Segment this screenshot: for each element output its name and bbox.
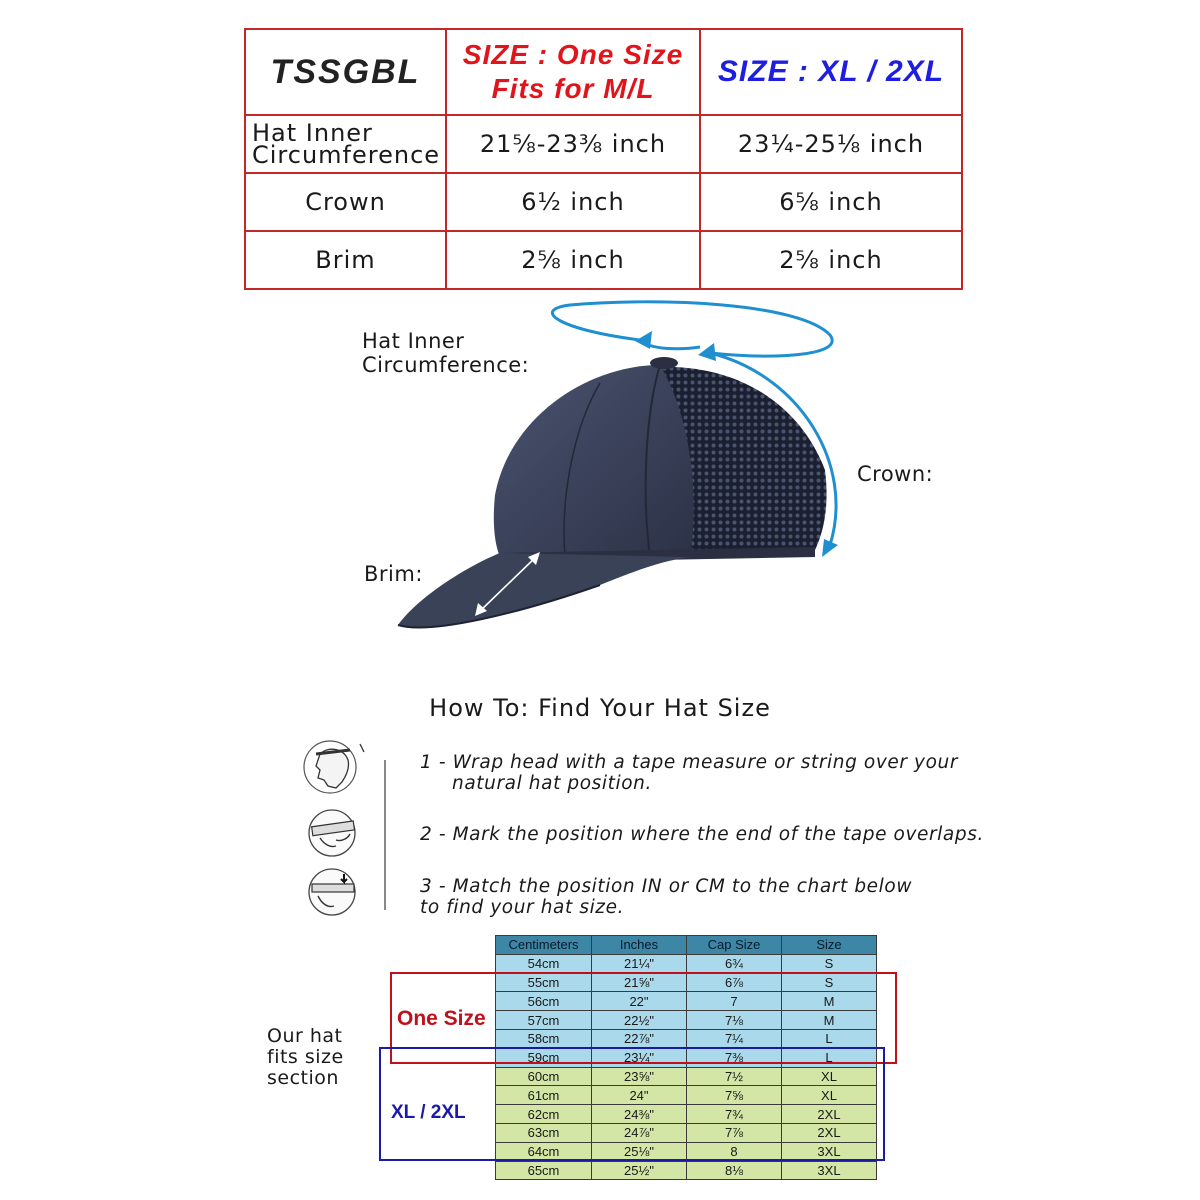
chart-header-inches: Inches — [592, 936, 687, 955]
size-table-row — [245, 115, 962, 173]
chart-cell-inches: 24⅜" — [592, 1105, 687, 1124]
size-table-row — [245, 231, 962, 289]
onesize-label: One Size — [397, 1007, 486, 1030]
chart-cell-size: L — [782, 1048, 877, 1067]
chart-cell-inches: 22" — [592, 992, 687, 1011]
xl-value: 23¼-25⅛ inch — [700, 115, 962, 173]
table-row — [496, 1086, 877, 1105]
chart-cell-inches: 21⅝" — [592, 973, 687, 992]
step-1 — [420, 752, 958, 794]
xl-header: SIZE : XL / 2XL — [717, 55, 945, 88]
chart-cell-capsize: 7⅝ — [687, 1086, 782, 1105]
brand-name: TSSGBL — [270, 52, 421, 91]
chart-cell-cm: 58cm — [496, 1029, 592, 1048]
table-row — [496, 1142, 877, 1161]
label-circumference-line2: Circumference: — [362, 353, 530, 377]
size-chart-table — [495, 935, 877, 1180]
size-chart-body — [496, 954, 877, 1180]
chart-header-capsize: Cap Size — [687, 936, 782, 955]
chart-cell-cm: 60cm — [496, 1067, 592, 1086]
label-circumference-line1: Hat Inner — [362, 329, 465, 353]
tape-mark-icon — [306, 866, 360, 918]
chart-cell-capsize: 6¾ — [687, 954, 782, 973]
xl-value: 2⅝ inch — [700, 231, 962, 289]
table-row — [496, 973, 877, 992]
step-1-line2: natural hat position. — [452, 773, 652, 794]
size-chart-header-row — [496, 936, 877, 955]
onesize-value: 6½ inch — [446, 173, 700, 231]
chart-cell-cm: 61cm — [496, 1086, 592, 1105]
chart-cell-cm: 63cm — [496, 1123, 592, 1142]
chart-cell-cm: 54cm — [496, 954, 592, 973]
chart-cell-size: S — [782, 954, 877, 973]
onesize-value: 21⅝-23⅜ inch — [446, 115, 700, 173]
chart-cell-inches: 24" — [592, 1086, 687, 1105]
side-note-line1: Our hat — [267, 1025, 343, 1047]
chart-cell-size: XL — [782, 1086, 877, 1105]
label-brim: Brim: — [364, 562, 423, 586]
table-row — [496, 992, 877, 1011]
table-row — [496, 1105, 877, 1124]
chart-cell-size: XL — [782, 1067, 877, 1086]
onesize-header-line2: Fits for M/L — [491, 73, 655, 104]
onesize-value: 2⅝ inch — [446, 231, 700, 289]
cap-brim — [398, 553, 690, 627]
chart-cell-capsize: 7⅛ — [687, 1011, 782, 1030]
chart-cell-capsize: 7⅞ — [687, 1123, 782, 1142]
chart-cell-inches: 24⅞" — [592, 1123, 687, 1142]
chart-cell-cm: 64cm — [496, 1142, 592, 1161]
table-row — [496, 1011, 877, 1030]
xl-value: 6⅝ inch — [700, 173, 962, 231]
chart-cell-size: L — [782, 1029, 877, 1048]
size-comparison-table — [244, 28, 963, 290]
howto-title: How To: Find Your Hat Size — [429, 694, 771, 722]
step-3 — [420, 876, 912, 918]
tape-wrap-icon — [306, 808, 360, 858]
chart-cell-inches: 25½" — [592, 1161, 687, 1180]
chart-cell-size: S — [782, 973, 877, 992]
step-divider — [384, 760, 386, 910]
chart-cell-capsize: 7¾ — [687, 1105, 782, 1124]
table-row — [496, 1161, 877, 1180]
chart-cell-cm: 59cm — [496, 1048, 592, 1067]
row-label-circumference — [245, 115, 446, 173]
head-tape-icon — [300, 736, 372, 798]
chart-cell-size: 3XL — [782, 1161, 877, 1180]
chart-cell-inches: 23¼" — [592, 1048, 687, 1067]
side-note-line3: section — [267, 1067, 339, 1089]
xl-header-cell — [700, 29, 962, 115]
chart-cell-size: M — [782, 1011, 877, 1030]
side-note-line2: fits size — [267, 1046, 344, 1068]
chart-cell-inches: 21¼" — [592, 954, 687, 973]
row-label-line2: Circumference — [252, 141, 441, 169]
chart-cell-inches: 22⅞" — [592, 1029, 687, 1048]
row-label-brim: Brim — [245, 231, 446, 289]
size-table-row — [245, 173, 962, 231]
size-table-header-row — [245, 29, 962, 115]
table-row — [496, 1029, 877, 1048]
chart-cell-capsize: 7 — [687, 992, 782, 1011]
cap-diagram — [360, 295, 900, 665]
chart-cell-capsize: 7¼ — [687, 1029, 782, 1048]
chart-cell-cm: 62cm — [496, 1105, 592, 1124]
chart-cell-cm: 65cm — [496, 1161, 592, 1180]
chart-cell-size: 3XL — [782, 1142, 877, 1161]
chart-cell-inches: 25⅛" — [592, 1142, 687, 1161]
chart-cell-inches: 22½" — [592, 1011, 687, 1030]
table-row — [496, 954, 877, 973]
step-1-line1: 1 - Wrap head with a tape measure or string over your — [420, 752, 959, 773]
chart-cell-cm: 57cm — [496, 1011, 592, 1030]
table-row — [496, 1123, 877, 1142]
chart-cell-capsize: 7½ — [687, 1067, 782, 1086]
step-3-line2: to find your hat size. — [420, 897, 625, 918]
chart-cell-capsize: 6⅞ — [687, 973, 782, 992]
cap-button — [650, 357, 678, 369]
step-2 — [420, 824, 984, 845]
onesize-header-line1: SIZE : One Size — [462, 39, 684, 70]
table-row — [496, 1067, 877, 1086]
step-2-line1: 2 - Mark the position where the end of the tape overlaps. — [420, 824, 984, 845]
chart-cell-size: 2XL — [782, 1123, 877, 1142]
row-label-crown: Crown — [245, 173, 446, 231]
side-note — [267, 1026, 344, 1089]
circumference-arrow — [552, 302, 832, 356]
step-3-line1: 3 - Match the position IN or CM to the chart below — [420, 876, 913, 897]
chart-cell-inches: 23⅝" — [592, 1067, 687, 1086]
chart-cell-cm: 55cm — [496, 973, 592, 992]
chart-cell-cm: 56cm — [496, 992, 592, 1011]
chart-cell-size: M — [782, 992, 877, 1011]
onesize-header-cell — [446, 29, 700, 115]
chart-cell-size: 2XL — [782, 1105, 877, 1124]
table-row — [496, 1048, 877, 1067]
chart-header-size: Size — [782, 936, 877, 955]
chart-cell-capsize: 7⅜ — [687, 1048, 782, 1067]
chart-cell-capsize: 8⅛ — [687, 1161, 782, 1180]
brand-cell — [245, 29, 446, 115]
row-label-line1: Hat Inner — [252, 119, 373, 147]
xl-label: XL / 2XL — [391, 1102, 466, 1123]
chart-header-cm: Centimeters — [496, 936, 592, 955]
label-crown: Crown: — [857, 462, 934, 486]
chart-cell-capsize: 8 — [687, 1142, 782, 1161]
